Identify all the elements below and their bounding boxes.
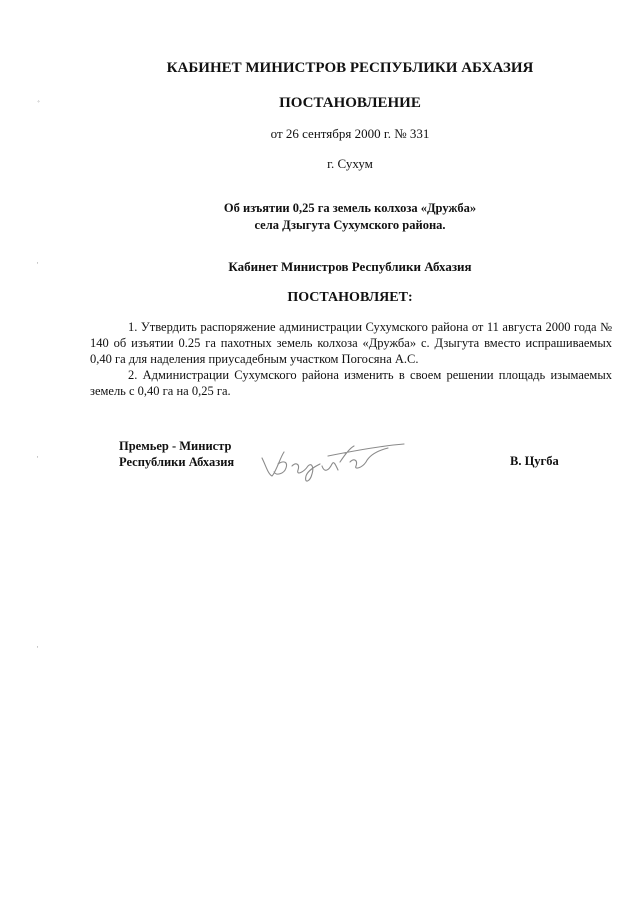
document-place: г. Сухум — [327, 156, 373, 171]
paragraph-1: 1. Утвердить распоряжение администрации Сухумского района от 11 августа 2000 года № 140 об изъятии 0.25 га пахотных земель колхоза «Дружба» с. Дзыгута вместо испрашиваемых 0,40 га для наделения приусадебным участком Погосяна А.С. — [90, 320, 612, 366]
signatory-title-line-2: Республики Абхазия — [119, 455, 235, 469]
issuing-authority: КАБИНЕТ МИНИСТРОВ РЕСПУБЛИКИ АБХАЗИЯ — [166, 60, 534, 76]
resolves-heading: ПОСТАНОВЛЯЕТ: — [287, 290, 413, 305]
scan-speck: ﾞ — [37, 100, 42, 110]
handwritten-signature — [258, 436, 408, 486]
scan-speck: · — [36, 642, 39, 652]
signatory-title — [119, 438, 234, 470]
resolution-body — [90, 319, 612, 399]
document-subject — [0, 200, 640, 234]
paragraph-2: 2. Администрации Сухумского района изменить в своем решении площадь изымаемых земель с 0,40 га на 0,25 га. — [90, 368, 612, 398]
signatory-name: В. Цугба — [510, 454, 559, 468]
scan-speck: · — [36, 452, 39, 462]
issuer-line: Кабинет Министров Республики Абхазия — [228, 259, 472, 274]
signatory-title-line-1: Премьер - Министр — [119, 439, 232, 453]
document-type: ПОСТАНОВЛЕНИЕ — [279, 95, 421, 111]
document-date: от 26 сентября 2000 г. № 331 — [270, 126, 430, 141]
subject-line-1: Об изъятии 0,25 га земель колхоза «Дружба» — [223, 201, 477, 215]
scan-speck: · — [36, 258, 39, 268]
subject-line-2: села Дзыгута Сухумского района. — [254, 218, 446, 232]
